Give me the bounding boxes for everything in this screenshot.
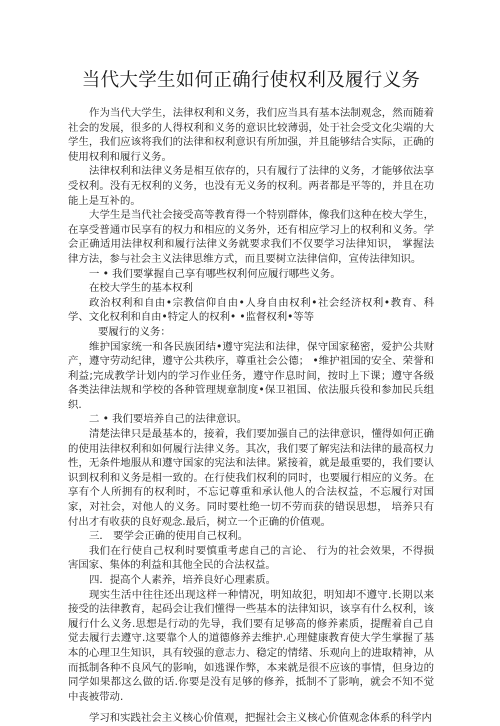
- students-paragraph: 大学生是当代社会接受高等教育得一个特别群体，像我们这种在校大学生，在享受普通市民享有的权力和相应的义务外，还有相应学习上的权利和义务。学会正确适用法律权利和履行法律义务就要求我们不仅要学习法律知识， 掌握法律方法，参与社会主义法律思维方式，而且要树立法律信仰，宣传法律知识。: [68, 209, 434, 265]
- legal-awareness-paragraph: 清楚法律只是最基本的，接着，我们要加强自己的法律意识，懂得如何正确的使用法律权利和如何履行法律义务。其次，我们要了解宪法和法律的最高权力性，无条件地服从和遵守国家的宪法和法律。紧接着，就是最重要的，我们要认识到权利和义务是相一致的。在行使我们权利的同时，也要履行相应的义务。在享有个人所拥有的权利时，不忘记尊重和承认他人的合法权益，不忘履行对国家，对社会，对他人的义务。同时要杜绝一切不劳而获的错误思想， 培养只有付出才有收获的良好观念.最后，树立一个正确的价值观。: [68, 428, 434, 528]
- literacy-paragraph: 现实生活中往往还出现这样一种情况，明知故犯，明知却不遵守.长期以来接受的法律教育，起码会让我们懂得一些基本的法律知识，该享有什么权利，该履行什么义务.思想是行动的先导，我们要有足够高的修养素质，提醒着自己自觉去履行去遵守.这要靠个人的道德修养去维护.心理健康教育使大学生掌握了基本的心理卫生知识，具有较强的意志力、稳定的情绪、乐观向上的进取精神，从而抵制各种不良风气的影响，如逃课作弊，本来就是很不应该的事情，但身边的同学如果都这么做的话.你要是没有足够的修养，抵制不了影响，就会不知不觉中丧被带动.: [68, 588, 434, 703]
- core-values-paragraph: 学习和实践社会主义核心价值观，把握社会主义核心价值观念体系的科学内: [89, 712, 432, 725]
- duties-list: 维护国家统一和各民族团结•遵守宪法和法律，保守国家秘密，爱护公共财产，遵守劳动纪律，遵守公共秩序，尊重社会公德； •维护祖国的安全、荣誉和利益;完成教学计划内的学习作业任务，遵守作息时间，按时上下课；遵守各级各类法律法规和学校的各种管理规章制度•保卫祖国、依法服兵役和参加民兵组 织.: [68, 340, 434, 411]
- basic-rights-list: 政治权利和自由•宗教信仰自由•人身自由权利•社会经济权利•教育、科学、文化权利和自由•特定人的权利• •监督权利•等等: [68, 296, 434, 324]
- duties-heading: 要履行的义务：: [98, 325, 171, 338]
- use-rights-paragraph: 我们在行使自己权利时要慎重考虑自己的言论、 行为的社会效果，不得损害国家、集体的利益和其他全民的合法权益。: [68, 544, 434, 572]
- page-title: 当代大学生如何正确行使权利及履行义务: [81, 70, 421, 91]
- section-heading-1: 一 • 我们要掌握自己享有哪些权利何应履行哪些义务。: [89, 267, 341, 280]
- section-heading-2: 二 • 我们要培养自己的法律意识。: [89, 413, 248, 426]
- intro-paragraph: 作为当代大学生，法律权利和义务，我们应当具有基本法制观念，然而随着社会的发展，很多的人得权利和义务的意识比较薄弱，处于社会受文化尖端的大学生，我们应该将我们的法律和权利意识有所加强，并且能够结合实际，正确的使用权利和履行义务。: [68, 107, 434, 163]
- basic-rights-heading: 在校大学生的基本权利: [89, 282, 193, 295]
- rights-duties-paragraph: 法律权利和法律义务是相互依存的，只有履行了法律的义务，才能够依法享受权利。没有无权利的义务，也没有无义务的权利。两者都是平等的，并且在功能上是互补的。: [68, 165, 434, 207]
- section-heading-4: 四．提高个人素养，培养良好心理素质。: [89, 574, 277, 586]
- section-heading-3: 三． 要学会正确的使用自己权利。: [89, 530, 249, 543]
